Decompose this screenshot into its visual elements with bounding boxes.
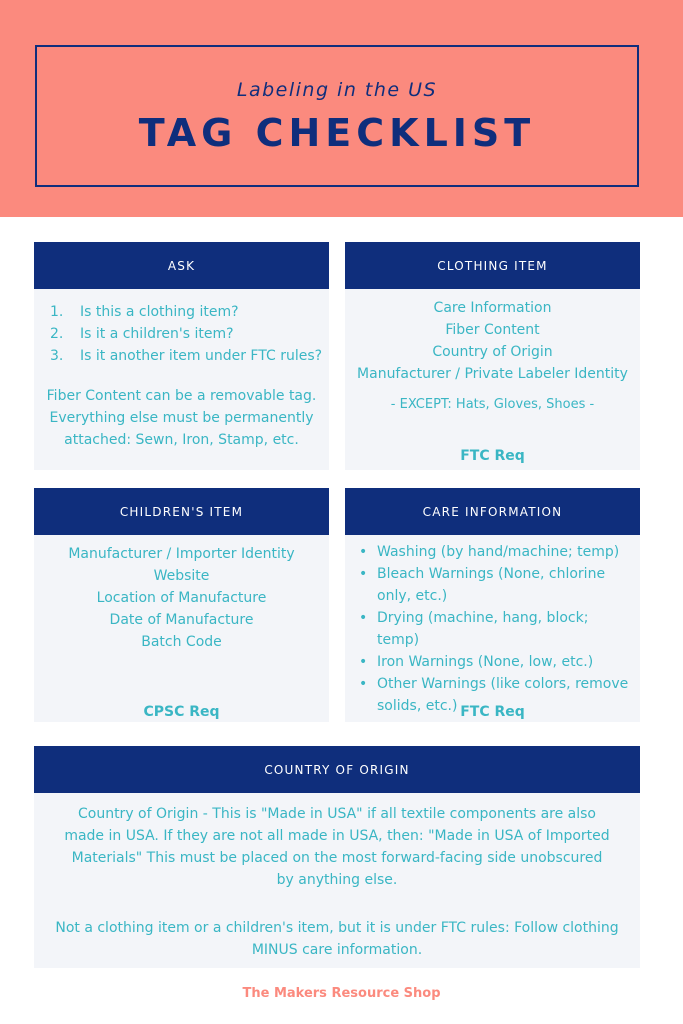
- ask-question-list: [34, 289, 329, 367]
- list-item: Website: [153, 568, 210, 584]
- children-list: [34, 535, 329, 653]
- list-text: Is this a clothing item?: [80, 304, 239, 320]
- bullet-icon: •: [359, 676, 368, 692]
- list-text: Washing (by hand/machine; temp): [377, 544, 620, 560]
- care-heading: CARE INFORMATION: [345, 488, 640, 535]
- clothing-list: [345, 289, 640, 385]
- list-item: Manufacturer / Private Labeler Identity: [357, 366, 628, 382]
- list-item: [50, 323, 329, 345]
- clothing-heading: CLOTHING ITEM: [345, 242, 640, 289]
- clothing-exception: - EXCEPT: Hats, Gloves, Shoes -: [390, 397, 595, 412]
- header-frame: [35, 45, 639, 187]
- children-card: [34, 488, 329, 722]
- bullet-icon: •: [359, 654, 368, 670]
- care-requirement: FTC Req: [460, 704, 525, 720]
- header-banner: [0, 0, 683, 217]
- footer-brand: The Makers Resource Shop: [242, 986, 441, 1001]
- list-text: Is it another item under FTC rules?: [80, 348, 323, 364]
- ask-heading: ASK: [34, 242, 329, 289]
- list-item: Date of Manufacture: [109, 612, 254, 628]
- list-item: Fiber Content: [445, 322, 540, 338]
- list-item: Manufacturer / Importer Identity: [68, 546, 295, 562]
- page-subtitle: Labeling in the US: [236, 79, 438, 101]
- children-heading: CHILDREN'S ITEM: [34, 488, 329, 535]
- clothing-card: [345, 242, 640, 470]
- country-paragraph-1: Country of Origin - This is "Made in USA" if all textile components are also made in USA. If they are not all made in USA, then: "Made in USA of Imported Materials" This must be placed on the most forward-facing side unobscured by anything else.: [64, 806, 610, 888]
- ask-card: [34, 242, 329, 470]
- list-text: Bleach Warnings (None, chlorine only, etc.): [377, 566, 606, 604]
- children-requirement: CPSC Req: [143, 704, 220, 720]
- list-item: Location of Manufacture: [96, 590, 267, 606]
- list-item: Care Information: [433, 300, 552, 316]
- country-paragraph-2: Not a clothing item or a children's item, but it is under FTC rules: Follow clothing MINUS care information.: [55, 920, 619, 958]
- clothing-requirement: FTC Req: [460, 448, 525, 464]
- list-text: Is it a children's item?: [80, 326, 234, 342]
- country-heading: COUNTRY OF ORIGIN: [34, 746, 640, 793]
- ask-note: Fiber Content can be a removable tag. Everything else must be permanently attached: Sewn, Iron, Stamp, etc.: [46, 388, 317, 448]
- care-list: [345, 535, 640, 717]
- bullet-icon: •: [359, 610, 368, 626]
- list-text: Drying (machine, hang, block; temp): [377, 610, 589, 648]
- list-number: 3.: [50, 348, 64, 364]
- list-item: [359, 651, 632, 673]
- list-item: [359, 541, 632, 563]
- list-item: [359, 563, 632, 607]
- bullet-icon: •: [359, 544, 368, 560]
- list-text: Iron Warnings (None, low, etc.): [377, 654, 594, 670]
- list-number: 1.: [50, 304, 64, 320]
- list-number: 2.: [50, 326, 64, 342]
- list-text: Other Warnings (like colors, remove solids, etc.): [377, 676, 629, 714]
- list-item: [359, 607, 632, 651]
- bullet-icon: •: [359, 566, 368, 582]
- list-item: [50, 301, 329, 323]
- list-item: Batch Code: [141, 634, 222, 650]
- country-card: [34, 746, 640, 968]
- list-item: [50, 345, 329, 367]
- list-item: Country of Origin: [432, 344, 553, 360]
- page-title: TAG CHECKLIST: [138, 111, 536, 155]
- care-card: [345, 488, 640, 722]
